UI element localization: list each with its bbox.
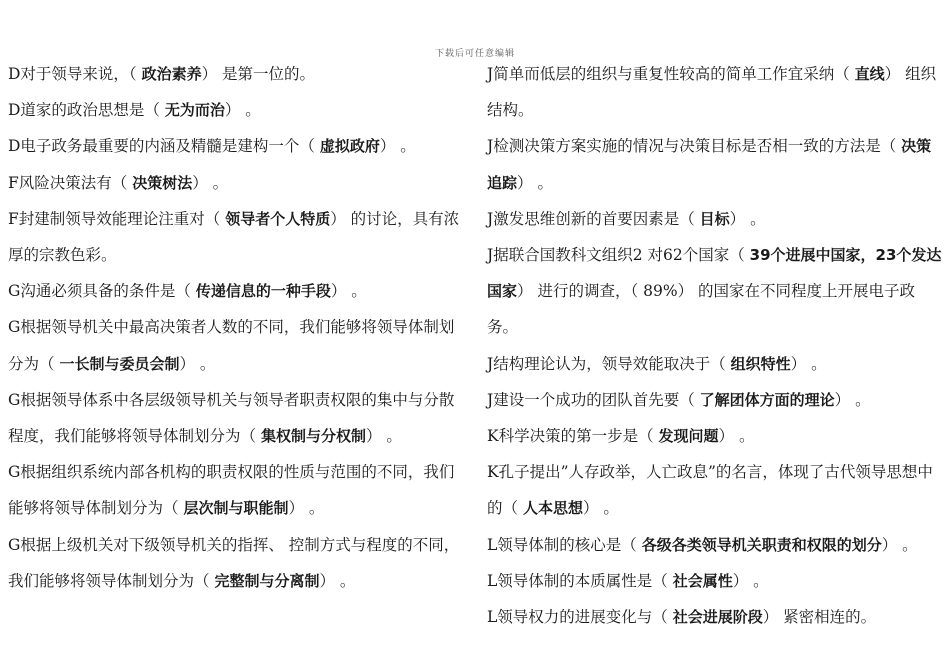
question-text: L领导体制的核心是（	[487, 535, 642, 554]
list-item	[487, 237, 943, 346]
answer-text: 决策追踪	[487, 137, 932, 192]
question-text: ） 。	[192, 173, 229, 192]
list-item	[8, 165, 466, 201]
answer-text: 39个进展中国家，23个发达国家	[487, 246, 942, 301]
answer-text: 各级各类领导机关职责和权限的划分	[641, 535, 882, 554]
question-text: ） 。	[179, 354, 216, 373]
question-text: J建设一个成功的团队首先要（	[487, 390, 700, 409]
question-text: J据联合国教科文组织2 对62个国家（	[487, 246, 750, 265]
question-text: J结构理论认为，领导效能取决于（	[487, 354, 731, 373]
question-text: ） 。	[319, 571, 356, 590]
list-item	[8, 128, 466, 164]
question-text: ） 。	[379, 137, 416, 156]
answer-text: 直线	[854, 65, 885, 83]
question-text: ） 。	[718, 427, 755, 446]
question-text: L领导体制的本质属性是（	[487, 571, 673, 590]
question-text: D道家的政治思想是（	[8, 101, 165, 120]
list-item	[8, 92, 466, 128]
list-item	[8, 527, 466, 599]
question-text: ） 。	[790, 354, 827, 373]
question-text: ） 。	[729, 209, 766, 228]
question-text: D对于领导来说，（	[8, 65, 142, 83]
answer-text: 人本思想	[522, 499, 583, 518]
list-item	[487, 563, 943, 599]
question-text: J激发思维创新的首要因素是（	[487, 209, 700, 228]
list-item	[487, 346, 943, 382]
question-text: ） 。	[834, 390, 871, 409]
answer-text: 社会进展阶段	[672, 608, 763, 627]
list-item	[487, 201, 943, 237]
list-item	[8, 382, 466, 454]
answer-text: 政治素养	[141, 65, 202, 83]
question-text: K科学决策的第一步是（	[487, 427, 659, 446]
question-text: G根据组织系统内部各机构的职责权限的性质与范围的不同，我们能够将领导体制划分为（	[8, 463, 455, 518]
question-text: J检测决策方案实施的情况与决策目标是否相一致的方法是（	[487, 137, 902, 156]
left-column	[8, 56, 466, 599]
answer-text: 了解团体方面的理论	[699, 390, 835, 409]
question-text: ） 进行的调查，（ 89%） 的国家在不同程度上开展电子政务。	[487, 282, 915, 337]
list-item	[487, 56, 943, 128]
question-text: ） 紧密相连的。	[762, 608, 877, 627]
answer-text: 层次制与职能制	[183, 499, 289, 518]
question-text: G根据领导体系中各层级领导机关与领导者职责权限的集中与分散程度，我们能够将领导体制划分为（	[8, 390, 455, 446]
list-item	[8, 454, 466, 526]
header-watermark: 下载后可任意编辑	[434, 49, 515, 59]
question-text: K孔子提出”人存政举，人亡政息”的名言，体现了古代领导思想中的（	[487, 463, 933, 518]
question-text: ） 组织结构。	[487, 65, 937, 120]
question-text: L领导权力的进展变化与（	[487, 608, 673, 627]
list-item	[487, 418, 943, 454]
answer-text: 社会属性	[672, 571, 733, 590]
list-item	[487, 128, 943, 200]
answer-text: 完整制与分离制	[214, 571, 320, 590]
question-text: ） 。	[288, 499, 325, 518]
list-item	[487, 527, 943, 563]
answer-text: 发现问题	[658, 427, 719, 446]
question-text: ） 。	[365, 427, 402, 446]
question-text: ） 。	[732, 571, 769, 590]
answer-text: 集权制与分权制	[260, 427, 366, 446]
question-text: ） 。	[582, 499, 619, 518]
answer-text: 目标	[699, 209, 730, 228]
answer-text: 无为而治	[164, 101, 225, 120]
answer-text: 一长制与委员会制	[59, 354, 180, 373]
question-text: ） 的讨论，具有浓厚的宗教色彩。	[8, 209, 460, 265]
right-column	[487, 56, 943, 635]
question-text: ） 是第一位的。	[201, 65, 316, 83]
answer-text: 传递信息的一种手段	[195, 282, 331, 301]
list-item	[8, 273, 466, 309]
question-text: G根据上级机关对下级领导机关的指挥、 控制方式与程度的不同，我们能够将领导体制划分为（	[8, 535, 460, 590]
question-text: ） 。	[330, 282, 367, 301]
question-text: G根据领导机关中最高决策者人数的不同，我们能够将领导体制划分为（	[8, 318, 455, 373]
list-item	[8, 201, 466, 273]
question-text: ） 。	[881, 535, 918, 554]
list-item	[487, 599, 943, 635]
question-text: F封建制领导效能理论注重对（	[8, 209, 226, 228]
answer-text: 虚拟政府	[319, 137, 380, 156]
question-text: ） 。	[224, 101, 261, 120]
answer-text: 领导者个人特质	[225, 209, 331, 228]
question-text: G沟通必须具备的条件是（	[8, 282, 196, 301]
list-item	[8, 309, 466, 381]
list-item	[8, 56, 466, 92]
question-text: J简单而低层的组织与重复性较高的简单工作宜采纳（	[487, 65, 855, 83]
answer-text: 组织特性	[730, 354, 791, 373]
question-text: F风险决策法有（	[8, 173, 133, 192]
question-text: ） 。	[517, 173, 553, 192]
list-item	[487, 454, 943, 526]
answer-text: 决策树法	[132, 173, 193, 192]
question-text: D电子政务最重要的内涵及精髓是建构一个（	[8, 137, 320, 156]
list-item	[487, 382, 943, 418]
